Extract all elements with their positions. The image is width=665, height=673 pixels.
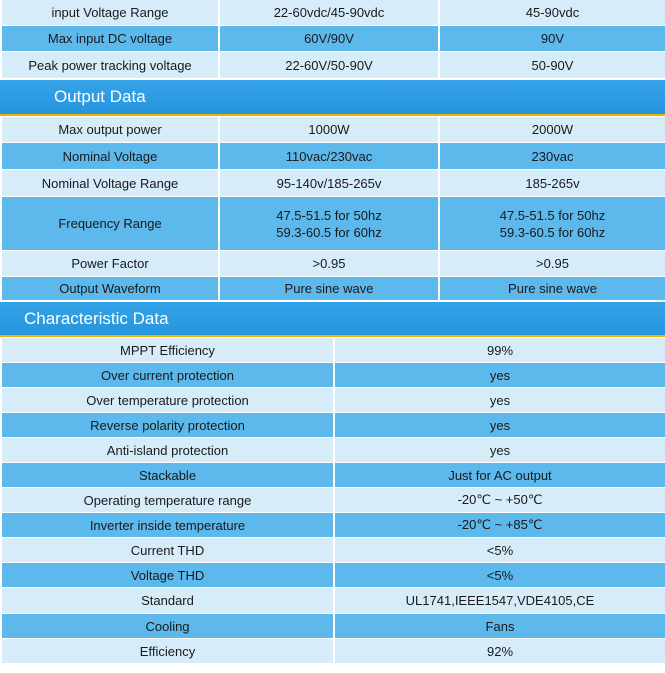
spec-value: UL1741,IEEE1547,VDE4105,CE — [335, 588, 665, 613]
spec-value: 45-90vdc — [440, 0, 665, 25]
spec-label: Operating temperature range — [2, 488, 333, 512]
spec-label: Stackable — [2, 463, 333, 487]
table-row — [2, 614, 665, 638]
table-row — [2, 639, 665, 663]
spec-label: MPPT Efficiency — [2, 338, 333, 362]
spec-label: Efficiency — [2, 639, 333, 663]
spec-value: 60V/90V — [220, 26, 438, 51]
input-table — [0, 0, 665, 79]
spec-value: yes — [335, 388, 665, 412]
spec-value — [220, 197, 438, 250]
table-row — [2, 0, 665, 25]
section-title: Characteristic Data — [24, 309, 169, 328]
table-row — [2, 513, 665, 537]
section-title: Output Data — [54, 87, 146, 106]
spec-label: Voltage THD — [2, 563, 333, 587]
spec-label: Max input DC voltage — [2, 26, 218, 51]
section-underline — [0, 335, 665, 337]
spec-label: Cooling — [2, 614, 333, 638]
table-row — [2, 463, 665, 487]
table-row — [2, 363, 665, 387]
spec-value: yes — [335, 438, 665, 462]
table-row — [2, 277, 665, 300]
spec-value: >0.95 — [440, 251, 665, 276]
spec-value: 92% — [335, 639, 665, 663]
spec-value-line: 59.3-60.5 for 60hz — [499, 224, 606, 240]
spec-value — [440, 197, 665, 250]
spec-value: yes — [335, 413, 665, 437]
output-table — [0, 116, 665, 301]
spec-label: Nominal Voltage — [2, 143, 218, 169]
table-row — [2, 52, 665, 78]
spec-value: 50-90V — [440, 52, 665, 78]
table-row — [2, 197, 665, 250]
spec-value-line: 47.5-51.5 for 50hz — [276, 207, 382, 223]
spec-label: Frequency Range — [2, 197, 218, 250]
spec-value: Just for AC output — [335, 463, 665, 487]
spec-value: yes — [335, 363, 665, 387]
characteristic-table — [0, 337, 665, 664]
spec-label: Inverter inside temperature — [2, 513, 333, 537]
table-row — [2, 26, 665, 51]
spec-label: Max output power — [2, 117, 218, 142]
section-header-output — [0, 80, 665, 116]
spec-value: Pure sine wave — [220, 277, 438, 300]
spec-value: -20℃ ~ +50℃ — [335, 488, 665, 512]
section-header-characteristic — [0, 302, 665, 337]
spec-label: Power Factor — [2, 251, 218, 276]
table-row — [2, 388, 665, 412]
spec-label: Standard — [2, 588, 333, 613]
spec-value: <5% — [335, 563, 665, 587]
table-row — [2, 338, 665, 362]
spec-value: 99% — [335, 338, 665, 362]
spec-value: 110vac/230vac — [220, 143, 438, 169]
spec-value: 90V — [440, 26, 665, 51]
table-row — [2, 117, 665, 142]
table-row — [2, 488, 665, 512]
spec-label: Output Waveform — [2, 277, 218, 300]
spec-value: 22-60V/50-90V — [220, 52, 438, 78]
spec-label: Over current protection — [2, 363, 333, 387]
spec-label: Peak power tracking voltage — [2, 52, 218, 78]
spec-value: 185-265v — [440, 170, 665, 196]
spec-value-line: 47.5-51.5 for 50hz — [499, 207, 606, 223]
spec-label: Anti-island protection — [2, 438, 333, 462]
table-row — [2, 251, 665, 276]
spec-value: 95-140v/185-265v — [220, 170, 438, 196]
table-row — [2, 563, 665, 587]
table-row — [2, 170, 665, 196]
spec-label: Current THD — [2, 538, 333, 562]
section-underline — [0, 114, 665, 116]
table-row — [2, 438, 665, 462]
spec-value: Fans — [335, 614, 665, 638]
spec-value-line: 59.3-60.5 for 60hz — [276, 224, 382, 240]
spec-value: 22-60vdc/45-90vdc — [220, 0, 438, 25]
spec-label: input Voltage Range — [2, 0, 218, 25]
spec-value: 1000W — [220, 117, 438, 142]
spec-value: 230vac — [440, 143, 665, 169]
spec-label: Over temperature protection — [2, 388, 333, 412]
spec-value: -20℃ ~ +85℃ — [335, 513, 665, 537]
table-row — [2, 538, 665, 562]
table-row — [2, 413, 665, 437]
spec-value: <5% — [335, 538, 665, 562]
spec-label: Nominal Voltage Range — [2, 170, 218, 196]
spec-label: Reverse polarity protection — [2, 413, 333, 437]
table-row — [2, 143, 665, 169]
table-row — [2, 588, 665, 613]
spec-value: 2000W — [440, 117, 665, 142]
spec-value: Pure sine wave — [440, 277, 665, 300]
spec-value: >0.95 — [220, 251, 438, 276]
